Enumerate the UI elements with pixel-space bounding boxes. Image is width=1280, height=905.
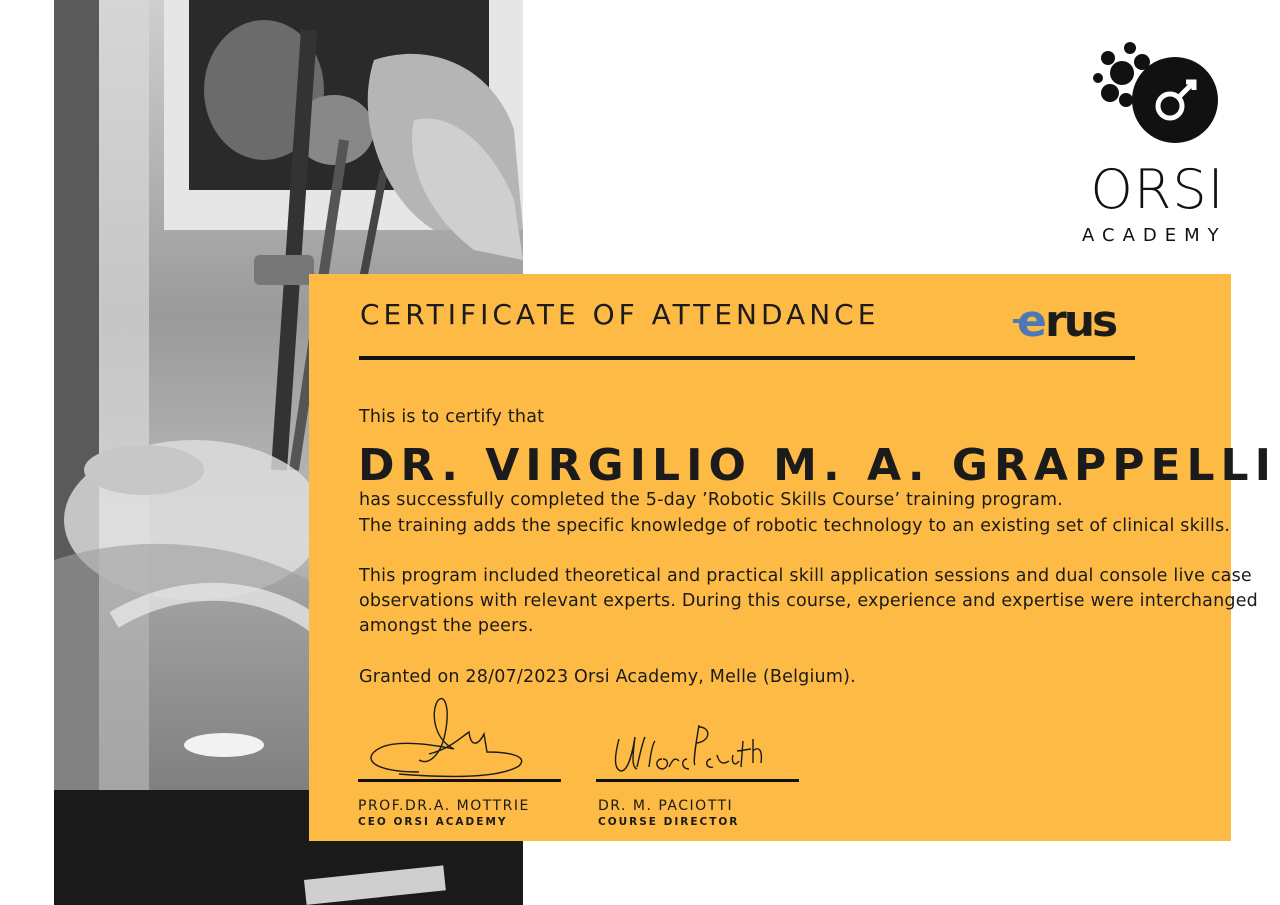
title-rule	[359, 356, 1135, 360]
orsi-logo-icon	[1080, 38, 1235, 158]
signatory-role: COURSE DIRECTOR	[598, 816, 740, 828]
intro-text: This is to certify that	[359, 407, 545, 427]
signature-line	[596, 779, 799, 782]
body-line: The training adds the specific knowledge of robotic technology to an existing set of clinical skills.	[359, 516, 1231, 536]
certificate-title: CERTIFICATE OF ATTENDANCE	[360, 298, 880, 331]
erus-logo-icon	[1009, 298, 1134, 344]
signature-paciotti	[607, 719, 777, 779]
academy-wordmark: ACADEMY	[1082, 225, 1227, 246]
signature-line	[358, 779, 561, 782]
svg-text:rus: rus	[1045, 298, 1116, 344]
body-line: This program included theoretical and practical skill application sessions and dual console live case	[359, 566, 1252, 586]
signatory-name: DR. M. PACIOTTI	[598, 798, 734, 814]
body-line: amongst the peers.	[359, 616, 534, 636]
body-line: has successfully completed the 5-day ’Robotic Skills Course’ training program.	[359, 490, 1064, 510]
svg-text:e: e	[1017, 298, 1044, 344]
body-line: observations with relevant experts. During this course, experience and expertise were interchanged	[359, 591, 1258, 611]
orsi-academy-logo	[1080, 38, 1235, 248]
granted-text: Granted on 28/07/2023 Orsi Academy, Melle (Belgium).	[359, 667, 856, 687]
orsi-wordmark: ORSI	[1090, 158, 1225, 221]
signature-mottrie	[359, 694, 539, 784]
signatory-role: CEO ORSI ACADEMY	[358, 816, 508, 828]
recipient-name: DR. VIRGILIO M. A. GRAPPELLI	[358, 440, 1277, 491]
certificate-panel	[309, 274, 1277, 841]
signatory-name: PROF.DR.A. MOTTRIE	[358, 798, 530, 814]
